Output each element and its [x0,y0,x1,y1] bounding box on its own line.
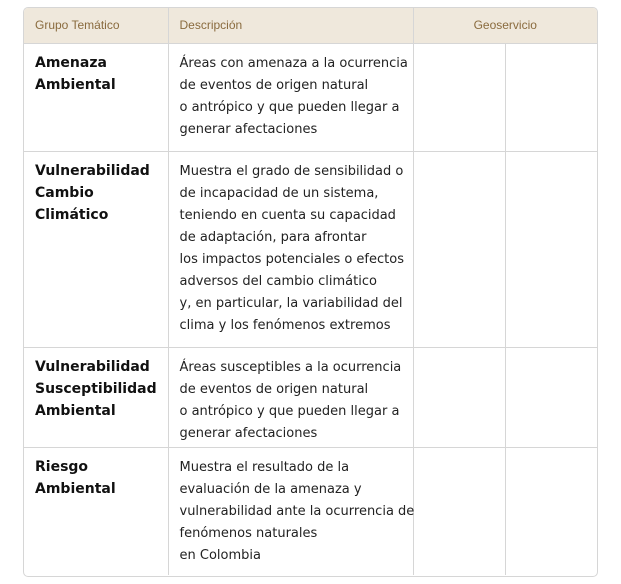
description-line: o antrópico y que pueden llegar a [179,99,400,115]
description-line: Áreas susceptibles a la ocurrencia [179,359,402,375]
description-line: de eventos de origen natural [179,381,369,397]
table-header-row [24,8,597,43]
group-name-line: Ambiental [35,76,116,93]
description-line: Áreas con amenaza a la ocurrencia [179,55,408,71]
table-row [24,43,597,151]
table-row [24,347,597,447]
description-cell [168,43,413,151]
description-line: vulnerabilidad ante la ocurrencia de [179,503,415,519]
header-group: Grupo Temático [24,8,168,43]
group-name-line: Susceptibilidad [35,380,157,397]
group-name-line: Riesgo [35,458,89,475]
group-name-line: Ambiental [35,480,116,497]
description-line: evaluación de la amenaza y [179,481,362,497]
geoservice-cell[interactable] [413,151,505,347]
description-line: y, en particular, la variabilidad del [179,295,403,311]
group-name-line: Cambio [35,184,94,201]
geoservice-cell[interactable] [413,43,505,151]
description-line: de incapacidad de un sistema, [179,185,379,201]
group-cell [24,151,168,347]
group-name-line: Amenaza [35,54,107,71]
group-cell [24,347,168,447]
geoservice-table [23,7,598,577]
description-line: generar afectaciones [179,425,318,441]
description-line: los impactos potenciales o efectos [179,251,404,267]
description-cell [168,151,413,347]
description-line: fenómenos naturales [179,525,318,541]
description-line: generar afectaciones [179,121,318,137]
description-line: o antrópico y que pueden llegar a [179,403,400,419]
group-name-line: Ambiental [35,402,116,419]
group-name-line: Vulnerabilidad [35,162,150,179]
description-line: en Colombia [179,547,261,563]
description-cell [168,347,413,447]
table-row [24,151,597,347]
geoservice-cell[interactable] [505,347,597,447]
geoservice-cell[interactable] [413,447,505,575]
geoservice-cell[interactable] [505,151,597,347]
geoservice-cell[interactable] [505,447,597,575]
description-line: Muestra el grado de sensibilidad o [179,163,404,179]
description-line: adversos del cambio climático [179,273,377,289]
header-description: Descripción [168,8,413,43]
group-cell [24,43,168,151]
description-cell [168,447,413,575]
group-name-line: Vulnerabilidad [35,358,150,375]
group-name-line: Climático [35,206,109,223]
description-line: de adaptación, para afrontar [179,229,367,245]
table-row [24,447,597,575]
description-line: clima y los fenómenos extremos [179,317,391,333]
header-geoservice: Geoservicio [413,8,597,43]
description-line: de eventos de origen natural [179,77,369,93]
geoservice-cell[interactable] [413,347,505,447]
description-line: Muestra el resultado de la [179,459,350,475]
description-line: teniendo en cuenta su capacidad [179,207,396,223]
thematic-table [24,8,597,575]
group-cell [24,447,168,575]
geoservice-cell[interactable] [505,43,597,151]
